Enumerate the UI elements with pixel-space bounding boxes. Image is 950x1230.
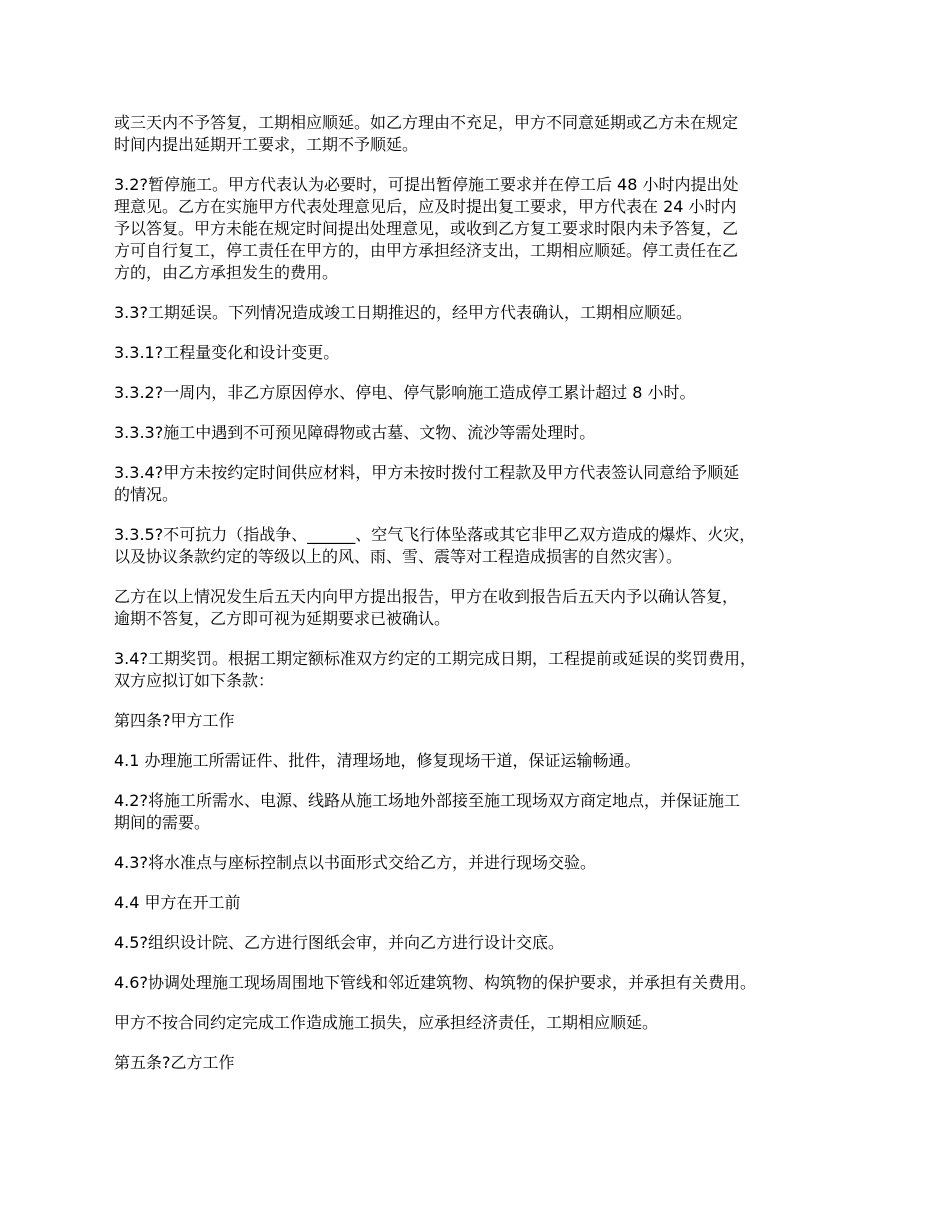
paragraph-4-2: 4.2?将施工所需水、电源、线路从施工场地外部接至施工现场双方商定地点，并保证施工 期间的需要。	[114, 791, 740, 832]
document-page	[114, 112, 854, 1092]
paragraph-3-3-5: 3.3.5?不可抗力（指战争、______、空气飞行体坠落或其它非甲乙双方造成的爆炸、火灾， 以及协议条款约定的等级以上的风、雨、雪、震等对工程造成损害的自然灾害）。	[114, 525, 756, 566]
paragraph-3-3-1: 3.3.1?工程量变化和设计变更。	[114, 343, 340, 362]
paragraph-3-3-4: 3.3.4?甲方未按约定时间供应材料，甲方未按时拨付工程款及甲方代表签认同意给予顺延 的情况。	[114, 463, 740, 504]
paragraph-4-5: 4.5?组织设计院、乙方进行图纸会审，并向乙方进行设计交底。	[114, 933, 564, 952]
paragraph-3-2-suspension: 3.2?暂停施工。甲方代表认为必要时，可提出暂停施工要求并在停工后 48 小时内提出处 理意见。乙方在实施甲方代表处理意见后，应及时提出复工要求，甲方代表在 24 小时内 予以答复。甲方未能在规定时间提出处理意见，或收到乙方复工要求时限内未予答复，乙 方可自行复工，停工责任在甲方的，由甲方承担经济支出，工期相应顺延。停工责任在乙 方的，由乙方承担发生的费用。	[114, 175, 739, 282]
paragraph-3-3-delay: 3.3?工期延误。下列情况造成竣工日期推迟的，经甲方代表确认，工期相应顺延。	[114, 303, 692, 322]
paragraph-4-4: 4.4 甲方在开工前	[114, 893, 241, 912]
paragraph-report: 乙方在以上情况发生后五天内向甲方提出报告，甲方在收到报告后五天内予以确认答复， 逾期不答复，乙方即可视为延期要求已被确认。	[114, 587, 739, 628]
paragraph-4-1: 4.1 办理施工所需证件、批件，清理场地，修复现场干道，保证运输畅通。	[114, 751, 641, 770]
paragraph-3-3-3: 3.3.3?施工中遇到不可预见障碍物或古墓、文物、流沙等需处理时。	[114, 423, 596, 442]
heading-article-4: 第四条?甲方工作	[114, 711, 235, 730]
paragraph-4-3: 4.3?将水准点与座标控制点以书面形式交给乙方，并进行现场交验。	[114, 853, 596, 872]
paragraph-delay-reply: 或三天内不予答复，工期相应顺延。如乙方理由不充足，甲方不同意延期或乙方未在规定 时间内提出延期开工要求，工期不予顺延。	[114, 113, 739, 154]
heading-article-5: 第五条?乙方工作	[114, 1053, 235, 1072]
paragraph-3-3-2: 3.3.2?一周内，非乙方原因停水、停电、停气影响施工造成停工累计超过 8 小时。	[114, 383, 696, 402]
paragraph-liability: 甲方不按合同约定完成工作造成施工损失，应承担经济责任，工期相应顺延。	[114, 1013, 659, 1032]
paragraph-3-4-reward: 3.4?工期奖罚。根据工期定额标准双方约定的工期完成日期，工程提前或延误的奖罚费用， 双方应拟订如下条款：	[114, 649, 756, 690]
paragraph-4-6: 4.6?协调处理施工现场周围地下管线和邻近建筑物、构筑物的保护要求，并承担有关费用。	[114, 973, 756, 992]
